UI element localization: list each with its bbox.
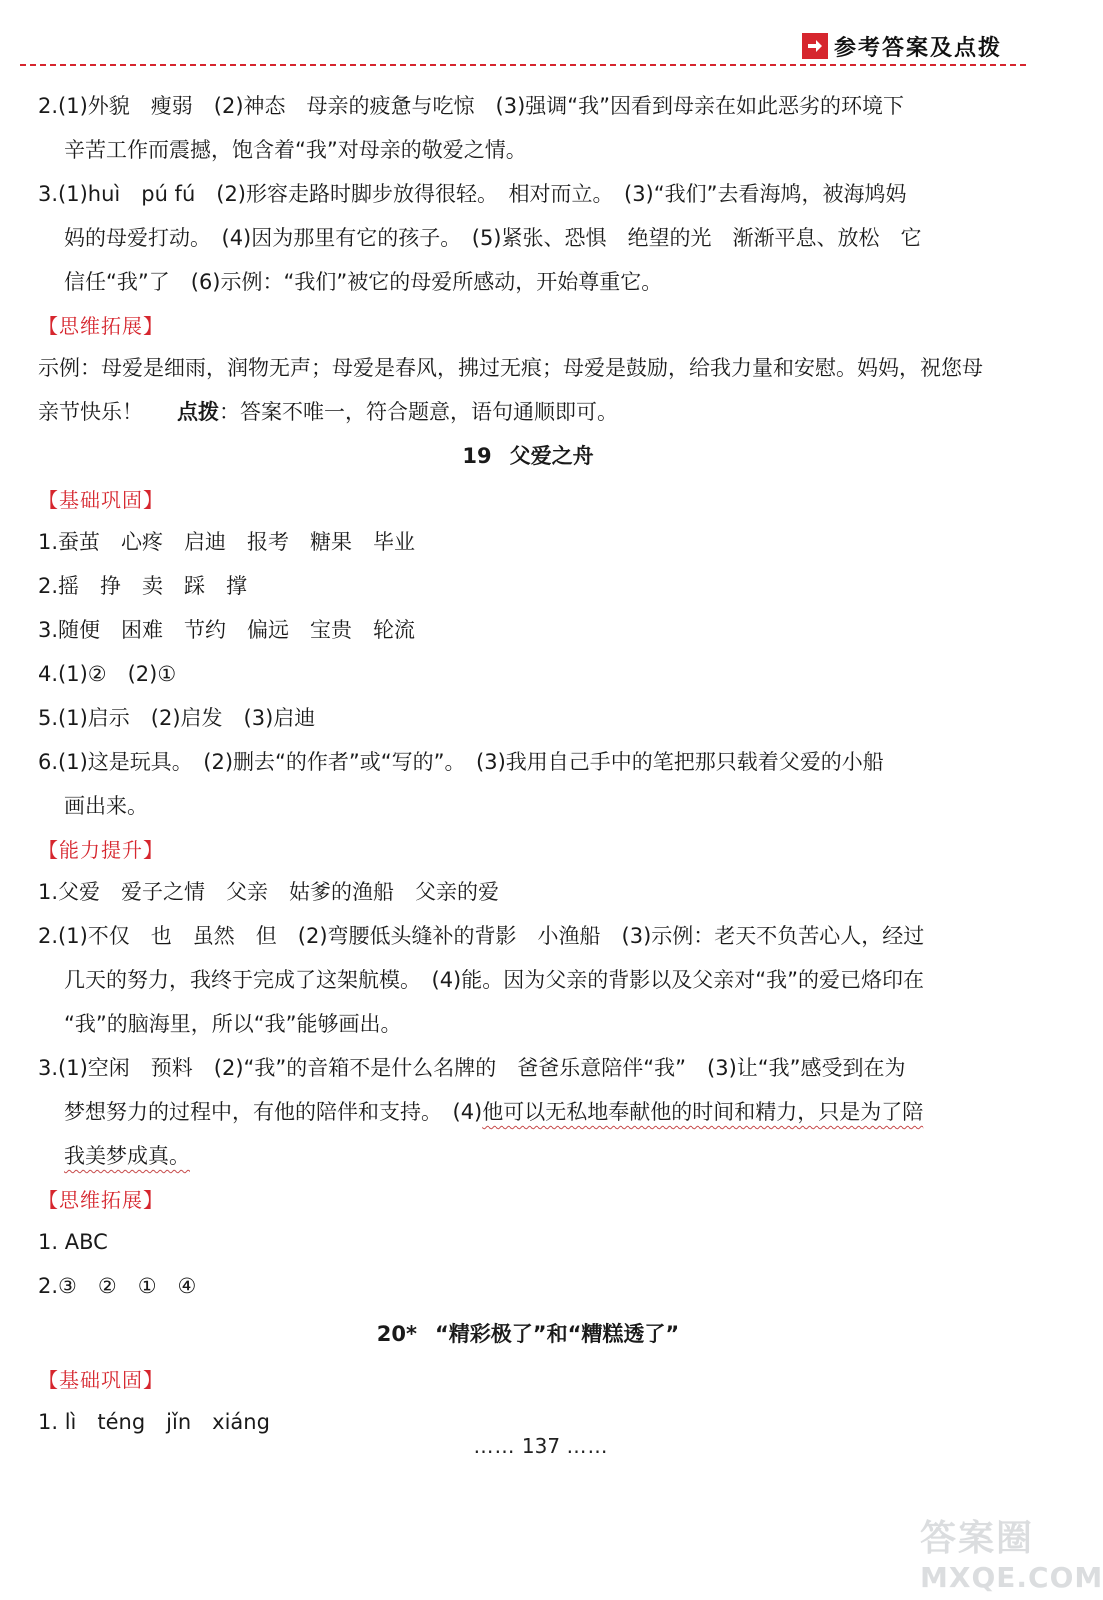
tip-label: 点拨 — [177, 400, 219, 424]
text-line: “我”的脑海里，所以“我”能够画出。 — [64, 1012, 402, 1036]
text-segment: 梦想努力的过程中，有他的陪伴和支持。 (4) — [64, 1100, 483, 1124]
text-line: 2.摇 挣 卖 踩 撑 — [38, 574, 248, 598]
text-line: 3.随便 困难 节约 偏远 宝贵 轮流 — [38, 618, 416, 642]
section-heading: 【基础巩固】 — [38, 1368, 164, 1392]
wavy-underlined-text: 他可以无私地奉献他的时间和精力，只是为了陪 — [482, 1100, 924, 1124]
text-line: 3.(1)空闲 预料 (2)“我”的音箱不是什么名牌的 爸爸乐意陪伴“我” (3)让“我”感受到在为 — [38, 1056, 906, 1080]
lesson-name: “精彩极了”和“糟糕透了” — [435, 1322, 680, 1346]
page-footer — [0, 1434, 1082, 1458]
footer-dots: …… — [566, 1434, 609, 1458]
text-line — [38, 392, 1018, 436]
text-line: 几天的努力，我终于完成了这架航模。 (4)能。因为父亲的背影以及父亲对“我”的爱已烙印在 — [64, 968, 925, 992]
text-line: 辛苦工作而震撼，饱含着“我”对母亲的敬爱之情。 — [64, 138, 527, 162]
section-heading: 【基础巩固】 — [38, 488, 164, 512]
text-line: 3.(1)huì pú fú (2)形容走路时脚步放得很轻。 相对而立。 (3)“我们”去看海鸠，被海鸠妈 — [38, 182, 907, 206]
section-heading: 【思维拓展】 — [38, 1188, 164, 1212]
text-line — [38, 1136, 1018, 1180]
text-line — [38, 1092, 1018, 1136]
text-line: 1. lì téng jǐn xiáng — [38, 1410, 270, 1434]
text-line: 2.(1)不仅 也 虽然 但 (2)弯腰低头缝补的背影 小渔船 (3)示例：老天不负苦心人，经过 — [38, 924, 925, 948]
watermark-text: 答案圈 — [920, 1518, 1035, 1559]
text-line: 6.(1)这是玩具。 (2)删去“的作者”或“写的”。 (3)我用自己手中的笔把那只载着父爱的小船 — [38, 750, 884, 774]
text-line: 1.父爱 爱子之情 父亲 姑爹的渔船 父亲的爱 — [38, 880, 500, 904]
footer-dots: …… — [473, 1434, 516, 1458]
section-heading: 【能力提升】 — [38, 838, 164, 862]
section-heading: 【思维拓展】 — [38, 314, 164, 338]
header-divider — [20, 64, 1026, 66]
arrow-right-icon — [802, 33, 828, 59]
lesson-number: 20* — [376, 1322, 417, 1346]
lesson-number: 19 — [462, 444, 492, 468]
watermark-text: MXQE.COM — [920, 1561, 1103, 1594]
page-header — [802, 28, 1002, 64]
text-line: 2.③ ② ① ④ — [38, 1274, 197, 1298]
answer-content — [38, 86, 1018, 1446]
watermark-logo — [920, 1510, 1103, 1594]
text-line: 示例：母爱是细雨，润物无声；母爱是春风，拂过无痕；母爱是鼓励，给我力量和安慰。妈妈，祝您母 — [38, 356, 983, 380]
text-line: 1. ABC — [38, 1230, 108, 1254]
page-number: 137 — [521, 1434, 561, 1458]
text-segment: 亲节快乐！ — [38, 400, 143, 424]
text-segment: ：答案不唯一，符合题意，语句通顺即可。 — [219, 400, 618, 424]
wavy-underlined-text: 我美梦成真。 — [64, 1144, 190, 1168]
text-line: 1.蚕茧 心疼 启迪 报考 糖果 毕业 — [38, 530, 416, 554]
text-line: 画出来。 — [64, 794, 148, 818]
text-line: 2.(1)外貌 瘦弱 (2)神态 母亲的疲惫与吃惊 (3)强调“我”因看到母亲在如此恶劣的环境下 — [38, 94, 905, 118]
text-line: 信任“我”了 (6)示例：“我们”被它的母爱所感动，开始尊重它。 — [64, 270, 663, 294]
lesson-title — [38, 1314, 1018, 1358]
header-title: 参考答案及点拨 — [833, 35, 1002, 61]
text-line: 4.(1)② (2)① — [38, 662, 177, 686]
text-line: 妈的母爱打动。 (4)因为那里有它的孩子。 (5)紧张、恐惧 绝望的光 渐渐平息、放松 它 — [64, 226, 922, 250]
lesson-name: 父爱之舟 — [509, 444, 594, 468]
lesson-title — [38, 436, 1018, 480]
text-line: 5.(1)启示 (2)启发 (3)启迪 — [38, 706, 316, 730]
